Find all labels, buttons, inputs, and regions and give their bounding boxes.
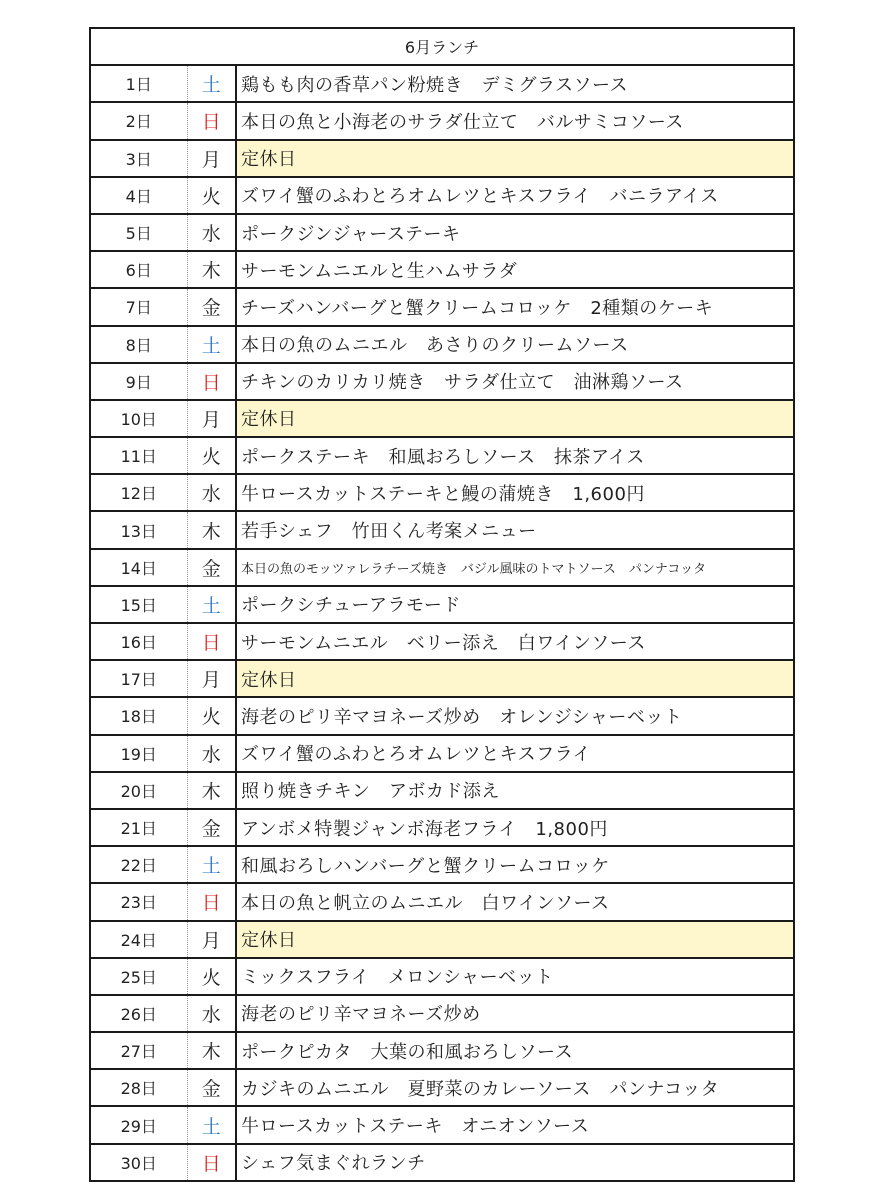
date-cell: 13日 [90, 511, 187, 548]
weekday-cell: 水 [187, 214, 236, 251]
date-cell: 4日 [90, 177, 187, 214]
date-cell: 3日 [90, 140, 187, 177]
weekday-cell: 火 [187, 437, 236, 474]
weekday-cell: 火 [187, 177, 236, 214]
closed-day-cell: 定休日 [236, 140, 794, 177]
menu-row [90, 214, 794, 251]
menu-title: 6月ランチ [90, 28, 794, 65]
closed-day-cell: 定休日 [236, 660, 794, 697]
date-cell: 17日 [90, 660, 187, 697]
weekday-cell: 日 [187, 883, 236, 920]
date-cell: 16日 [90, 623, 187, 660]
menu-row [90, 660, 794, 697]
date-cell: 20日 [90, 772, 187, 809]
date-cell: 30日 [90, 1144, 187, 1181]
menu-row [90, 177, 794, 214]
weekday-cell: 日 [187, 1144, 236, 1181]
menu-cell: 和風おろしハンバーグと蟹クリームコロッケ [236, 846, 794, 883]
weekday-cell: 土 [187, 1106, 236, 1143]
menu-cell: 本日の魚と小海老のサラダ仕立て バルサミコソース [236, 102, 794, 139]
weekday-cell: 金 [187, 1069, 236, 1106]
menu-cell: 牛ロースカットステーキ オニオンソース [236, 1106, 794, 1143]
weekday-cell: 日 [187, 102, 236, 139]
date-cell: 19日 [90, 735, 187, 772]
menu-cell: 牛ロースカットステーキと鰻の蒲焼き 1,600円 [236, 474, 794, 511]
menu-cell: サーモンムニエルと生ハムサラダ [236, 251, 794, 288]
weekday-cell: 月 [187, 400, 236, 437]
weekday-cell: 木 [187, 772, 236, 809]
menu-cell: 本日の魚と帆立のムニエル 白ワインソース [236, 883, 794, 920]
date-cell: 27日 [90, 1032, 187, 1069]
date-cell: 9日 [90, 363, 187, 400]
weekday-cell: 日 [187, 363, 236, 400]
menu-cell: 照り焼きチキン アボカド添え [236, 772, 794, 809]
menu-cell: アンボメ特製ジャンボ海老フライ 1,800円 [236, 809, 794, 846]
menu-row [90, 326, 794, 363]
menu-row [90, 1106, 794, 1143]
date-cell: 1日 [90, 65, 187, 102]
date-cell: 5日 [90, 214, 187, 251]
date-cell: 10日 [90, 400, 187, 437]
date-cell: 8日 [90, 326, 187, 363]
menu-cell: 若手シェフ 竹田くん考案メニュー [236, 511, 794, 548]
date-cell: 12日 [90, 474, 187, 511]
menu-row [90, 586, 794, 623]
menu-row [90, 809, 794, 846]
closed-day-cell: 定休日 [236, 400, 794, 437]
date-cell: 18日 [90, 697, 187, 734]
weekday-cell: 木 [187, 511, 236, 548]
weekday-cell: 土 [187, 846, 236, 883]
title-row [90, 28, 794, 65]
date-cell: 23日 [90, 883, 187, 920]
weekday-cell: 月 [187, 660, 236, 697]
menu-cell: ポークシチューアラモード [236, 586, 794, 623]
menu-row [90, 474, 794, 511]
menu-row [90, 140, 794, 177]
date-cell: 6日 [90, 251, 187, 288]
menu-row [90, 102, 794, 139]
menu-cell: ズワイ蟹のふわとろオムレツとキスフライ バニラアイス [236, 177, 794, 214]
lunch-menu-body [90, 28, 794, 1181]
menu-row [90, 921, 794, 958]
menu-cell: サーモンムニエル ベリー添え 白ワインソース [236, 623, 794, 660]
date-cell: 24日 [90, 921, 187, 958]
menu-row [90, 735, 794, 772]
date-cell: 22日 [90, 846, 187, 883]
date-cell: 14日 [90, 549, 187, 586]
menu-cell: 海老のピリ辛マヨネーズ炒め [236, 995, 794, 1032]
menu-row [90, 883, 794, 920]
menu-row [90, 697, 794, 734]
menu-cell: カジキのムニエル 夏野菜のカレーソース パンナコッタ [236, 1069, 794, 1106]
menu-cell: ポークジンジャーステーキ [236, 214, 794, 251]
lunch-menu-table [89, 27, 795, 1182]
menu-row [90, 1144, 794, 1181]
menu-cell: ポークステーキ 和風おろしソース 抹茶アイス [236, 437, 794, 474]
menu-row [90, 1069, 794, 1106]
weekday-cell: 土 [187, 326, 236, 363]
date-cell: 15日 [90, 586, 187, 623]
weekday-cell: 木 [187, 1032, 236, 1069]
menu-row [90, 1032, 794, 1069]
menu-cell: 鶏もも肉の香草パン粉焼き デミグラスソース [236, 65, 794, 102]
weekday-cell: 金 [187, 549, 236, 586]
weekday-cell: 月 [187, 921, 236, 958]
date-cell: 7日 [90, 288, 187, 325]
menu-row [90, 772, 794, 809]
menu-cell: シェフ気まぐれランチ [236, 1144, 794, 1181]
menu-cell: 海老のピリ辛マヨネーズ炒め オレンジシャーベット [236, 697, 794, 734]
menu-row [90, 251, 794, 288]
menu-cell: チーズハンバーグと蟹クリームコロッケ 2種類のケーキ [236, 288, 794, 325]
weekday-cell: 木 [187, 251, 236, 288]
menu-cell: ズワイ蟹のふわとろオムレツとキスフライ [236, 735, 794, 772]
menu-cell: ミックスフライ メロンシャーベット [236, 958, 794, 995]
weekday-cell: 水 [187, 474, 236, 511]
menu-cell: 本日の魚のモッツァレラチーズ焼き バジル風味のトマトソース パンナコッタ [236, 549, 794, 586]
date-cell: 26日 [90, 995, 187, 1032]
weekday-cell: 金 [187, 809, 236, 846]
menu-row [90, 623, 794, 660]
date-cell: 28日 [90, 1069, 187, 1106]
menu-row [90, 511, 794, 548]
menu-row [90, 549, 794, 586]
weekday-cell: 金 [187, 288, 236, 325]
weekday-cell: 水 [187, 735, 236, 772]
weekday-cell: 土 [187, 586, 236, 623]
menu-row [90, 288, 794, 325]
weekday-cell: 日 [187, 623, 236, 660]
menu-row [90, 65, 794, 102]
weekday-cell: 土 [187, 65, 236, 102]
menu-row [90, 995, 794, 1032]
date-cell: 21日 [90, 809, 187, 846]
weekday-cell: 火 [187, 958, 236, 995]
menu-cell: ポークピカタ 大葉の和風おろしソース [236, 1032, 794, 1069]
menu-cell: 本日の魚のムニエル あさりのクリームソース [236, 326, 794, 363]
menu-row [90, 846, 794, 883]
date-cell: 25日 [90, 958, 187, 995]
weekday-cell: 火 [187, 697, 236, 734]
menu-row [90, 400, 794, 437]
date-cell: 2日 [90, 102, 187, 139]
menu-row [90, 363, 794, 400]
menu-row [90, 437, 794, 474]
date-cell: 29日 [90, 1106, 187, 1143]
date-cell: 11日 [90, 437, 187, 474]
menu-row [90, 958, 794, 995]
menu-cell: チキンのカリカリ焼き サラダ仕立て 油淋鶏ソース [236, 363, 794, 400]
closed-day-cell: 定休日 [236, 921, 794, 958]
weekday-cell: 水 [187, 995, 236, 1032]
weekday-cell: 月 [187, 140, 236, 177]
